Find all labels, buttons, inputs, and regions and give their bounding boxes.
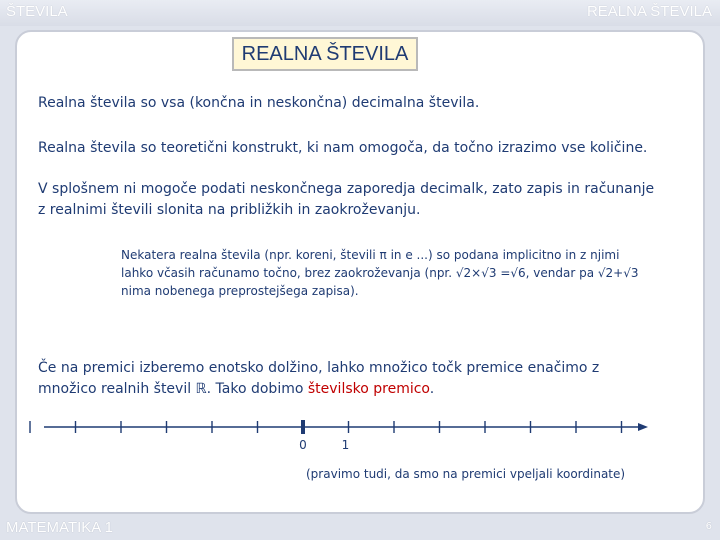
note-line3: nima nobenega preprostejšega zapisa). [121,284,359,298]
paragraph-number-line-line1: Če na premici izberemo enotsko dolžino, lahko množico točk premice enačimo z [38,360,600,376]
tick-label-0: 0 [299,438,307,452]
axis-arrow [638,423,648,431]
note-line1: Nekatera realna števila (npr. koreni, števili π in e ...) so podana implicitno in z njimi [121,248,620,262]
paragraph-definition: Realna števila so vsa (končna in neskončna) decimalna števila. [38,95,480,111]
paragraph-number-line-text: množico realnih števil ℝ. Tako dobimo [38,381,308,397]
note-line2: lahko včasih računamo točno, brez zaokroževanja (npr. √2×√3 =√6, vendar pa √2+√3 [121,266,639,280]
coordinates-note: (pravimo tudi, da smo na premici vpeljali koordinate) [306,467,626,481]
course-label: MATEMATIKA 1 [6,519,113,536]
slide-title: REALNA ŠTEVILA [232,37,418,71]
topic-label: REALNA ŠTEVILA [586,3,712,20]
paragraph-construct: Realna števila so teoretični konstrukt, ki nam omogoča, da točno izrazimo vse količine. [38,140,648,156]
tick-label-1: 1 [341,438,350,452]
section-label: ŠTEVILA [6,3,68,20]
paragraph-number-line-end: . [429,381,435,397]
highlight-term: številsko premico [307,381,430,397]
paragraph-approximation-line2: z realnimi števili slonita na približkih in zaokroževanju. [38,202,421,218]
paragraph-approximation-line1: V splošnem ni mogoče podati neskončnega zaporedja decimalk, zato zapis in računanje [38,181,655,197]
page-number: 6 [705,521,712,532]
